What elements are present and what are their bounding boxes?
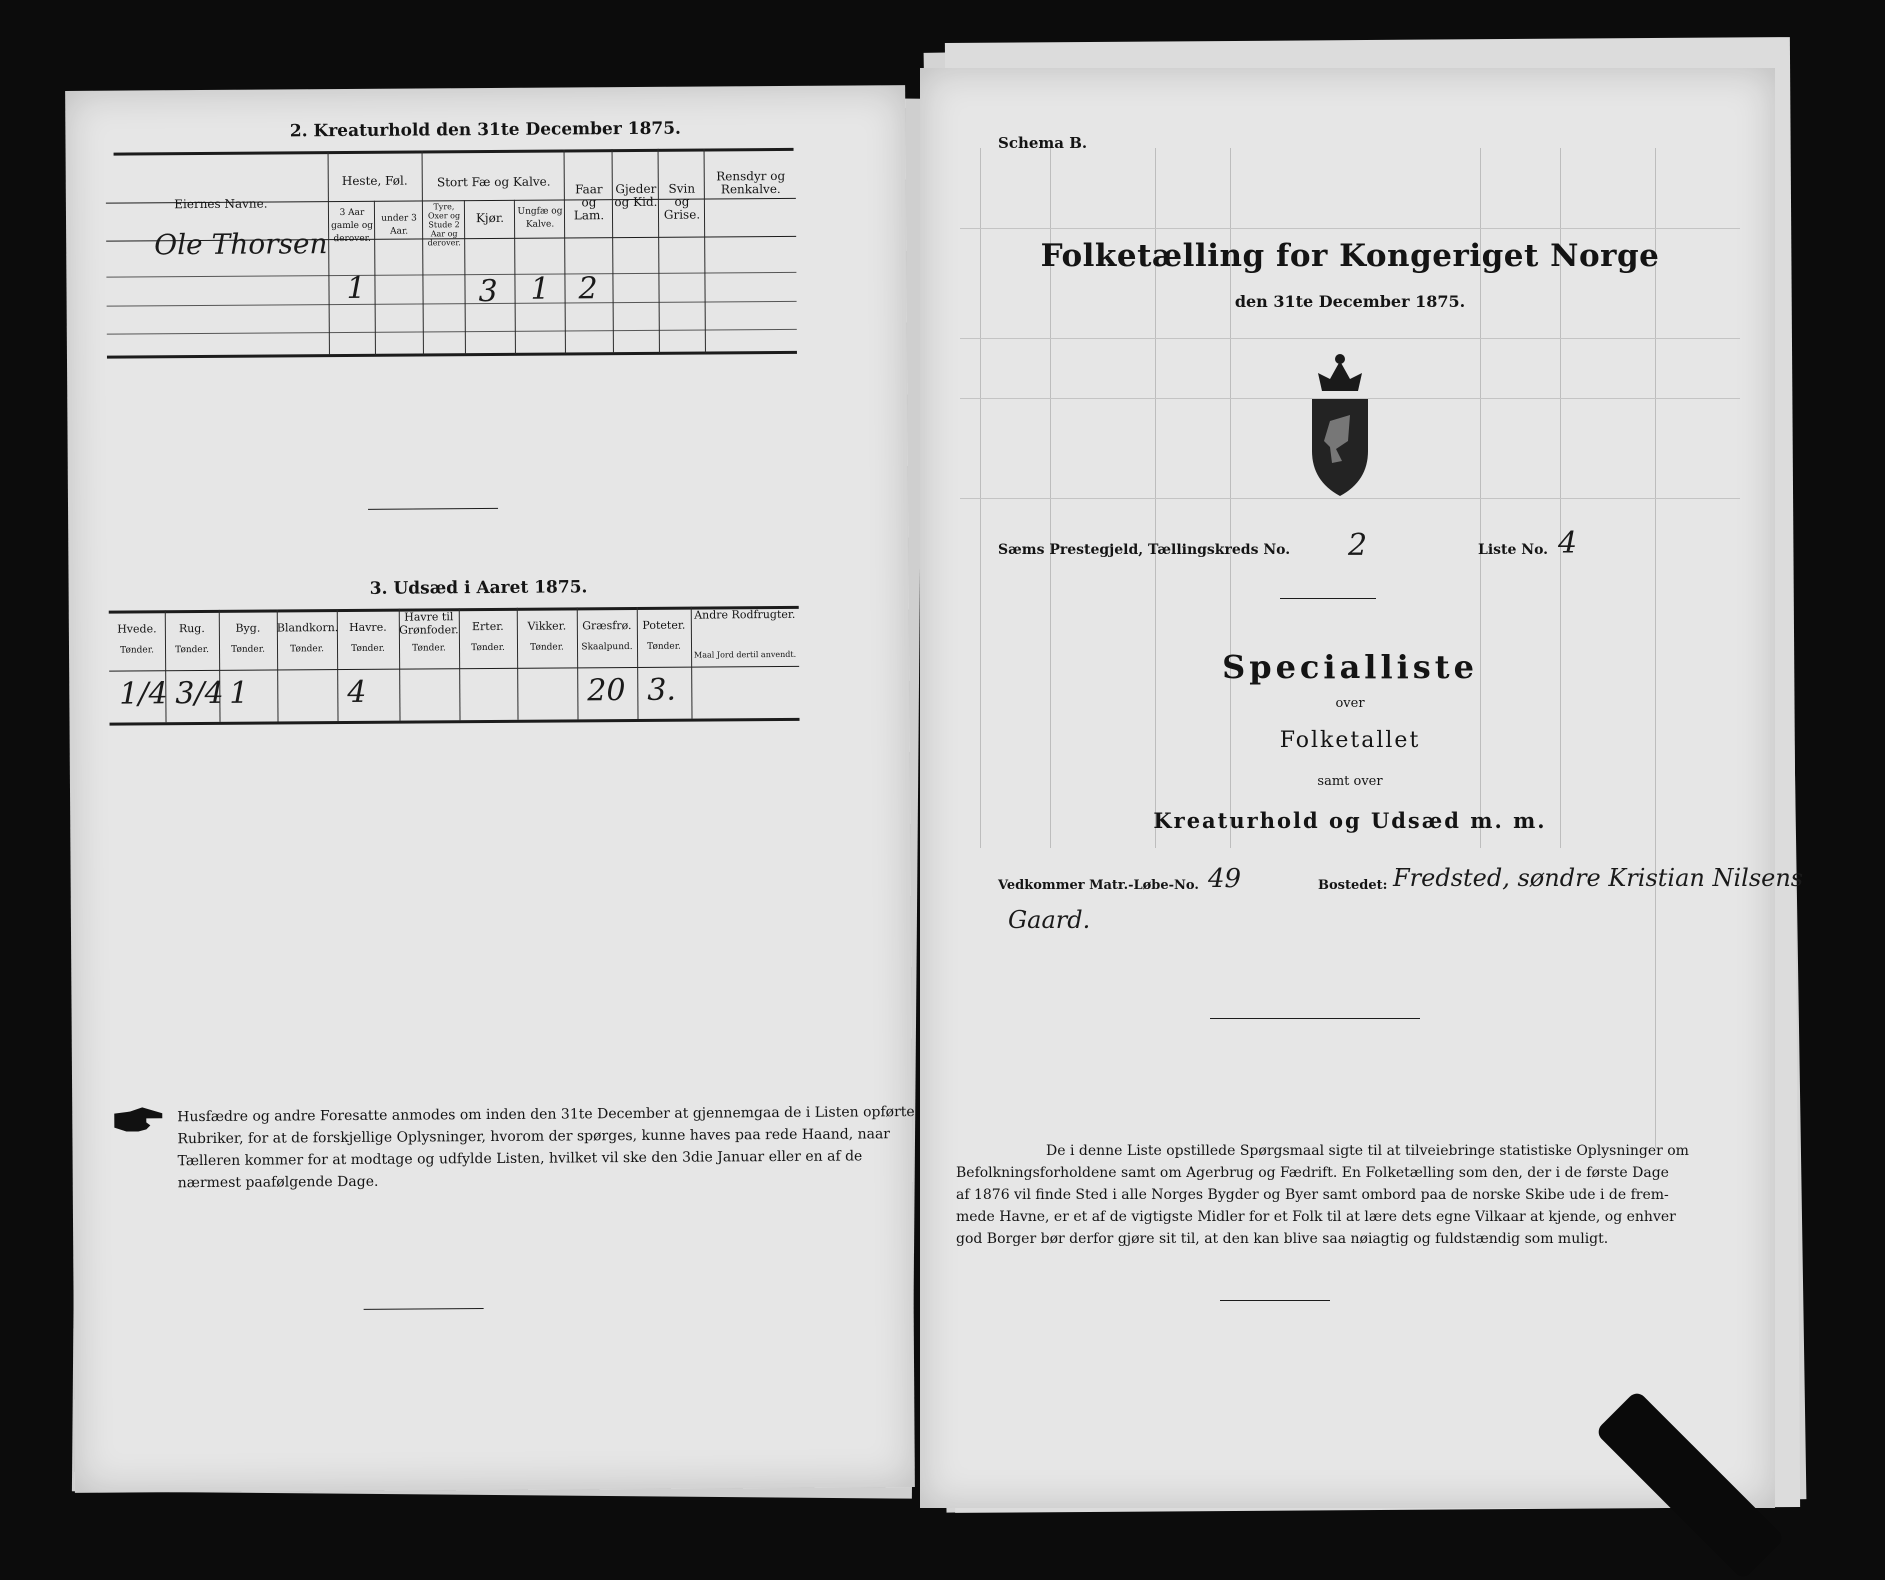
- kreaturhold-heading: Kreaturhold og Udsæd m. m.: [1050, 808, 1650, 833]
- info-line: mede Havne, er et af de vigtigste Midler for et Folk til at lære dets egne Vilkaar at kjende, og enhver: [956, 1206, 1756, 1228]
- seed-header: Havre til Grønfoder.: [399, 610, 459, 636]
- bosted-value-cont: Gaard.: [1008, 906, 1090, 934]
- seed-header: Erter.: [459, 620, 517, 633]
- folketallet-heading: Folketallet: [1150, 728, 1550, 753]
- divider: [368, 508, 498, 510]
- seed-values: [65, 85, 905, 91]
- section3-title: 3. Udsæd i Aaret 1875.: [289, 577, 669, 600]
- schema-label: Schema B.: [998, 134, 1087, 152]
- horses-3plus-value: 1: [346, 271, 365, 306]
- young-cattle-value: 1: [530, 272, 549, 307]
- seed-unit: Skaalpund.: [577, 643, 637, 652]
- divider: [1280, 598, 1376, 599]
- seed-value: 3/4: [175, 676, 217, 711]
- seed-unit: Tønder.: [277, 645, 337, 654]
- row-rule: [106, 272, 796, 278]
- cows-value: 3: [478, 274, 497, 309]
- seed-header: Vikker.: [517, 619, 577, 632]
- pointing-hand-icon: [112, 1105, 164, 1135]
- seed-header: Rug.: [165, 622, 219, 635]
- seed-value: 3.: [647, 673, 689, 708]
- table-bottom-rule: [110, 718, 800, 726]
- seed-unit: Tønder.: [399, 644, 459, 653]
- bulls-header: Tyre, Oxer og Stude 2 Aar og derover.: [424, 202, 464, 247]
- notice-line: Rubriker, for at de forskjellige Oplysninger, hvorom der spørges, kunne haves paa rede Haand, naar: [177, 1124, 837, 1151]
- matr-number: 49: [1208, 864, 1241, 894]
- divider: [1210, 1018, 1420, 1019]
- ghost-line: [960, 228, 1740, 229]
- info-paragraph: [956, 1140, 1756, 1250]
- seed-header: Havre.: [337, 621, 399, 634]
- info-line: De i denne Liste opstillede Spørgsmaal sigte til at tilveiebringe statistiske Oplysninger om: [956, 1140, 1756, 1162]
- row-rule: [107, 329, 797, 335]
- seed-header: Græsfrø.: [577, 619, 637, 632]
- seed-value: 1: [229, 675, 275, 710]
- seed-value: 20: [587, 673, 635, 708]
- reindeer-header: Rensdyr og Renkalve.: [706, 170, 796, 197]
- cattle-header: Stort Fæ og Kalve.: [424, 175, 564, 189]
- notice-line: nærmest paafølgende Dage.: [178, 1168, 838, 1195]
- seed-unit: Tønder.: [459, 644, 517, 653]
- horses-under3-header: under 3 Aar.: [376, 212, 422, 238]
- seed-table: [65, 85, 905, 91]
- livestock-table: [65, 85, 905, 91]
- document-title: Folketælling for Kongeriget Norge: [1000, 238, 1700, 274]
- col-rule: [612, 149, 614, 353]
- seed-value: 4: [347, 675, 397, 710]
- info-line: af 1876 vil finde Sted i alle Norges Bygder og Byer samt ombord paa de norske Skibe ude i de frem-: [956, 1184, 1756, 1206]
- ghost-line: [960, 338, 1740, 339]
- seed-unit: Tønder.: [637, 643, 691, 652]
- goats-header: Gjeder og Kid.: [614, 183, 658, 209]
- info-line: god Borger bør derfor gjøre sit til, at den kan blive saa nøiagtig og fuldstændig som muligt.: [956, 1228, 1756, 1250]
- over-text: over: [1250, 696, 1450, 711]
- pigs-header: Svin og Grise.: [660, 182, 704, 221]
- horses-header: Heste, Føl.: [330, 174, 420, 188]
- left-page: [65, 85, 915, 1493]
- seed-unit: Tønder.: [109, 646, 165, 655]
- ghost-line: [1655, 148, 1656, 1148]
- property-line: [998, 868, 1768, 948]
- cows-header: Kjør.: [466, 212, 514, 225]
- sheep-value: 2: [578, 271, 597, 306]
- parish-label: Sæms Prestegjeld, Tællingskreds No.: [998, 542, 1290, 558]
- seed-unit: Tønder.: [165, 646, 219, 655]
- document-subtitle: den 31te December 1875.: [1170, 292, 1530, 311]
- samt-over-text: samt over: [1250, 774, 1450, 789]
- owner-name: Ole Thorsen: [154, 227, 328, 261]
- liste-label: Liste No.: [1478, 542, 1548, 558]
- seed-header: Andre Rodfrugter.: [691, 608, 799, 622]
- section2-title: 2. Kreaturhold den 31te December 1875.: [265, 118, 705, 141]
- row-rule: [107, 301, 797, 307]
- seed-unit: Maal Jord dertil anvendt.: [691, 650, 799, 660]
- specialliste-heading: Specialliste: [1070, 648, 1630, 686]
- seed-header: Poteter.: [637, 619, 691, 632]
- notice-line: Husfædre og andre Foresatte anmodes om inden den 31te December at gjennemgaa de i Listen opførte: [177, 1102, 837, 1129]
- header-rule: [109, 666, 799, 672]
- table-bottom-rule: [107, 351, 797, 359]
- seed-header: Hvede.: [109, 622, 165, 635]
- sheep-header: Faar og Lam.: [566, 183, 612, 222]
- col-rule: [564, 149, 566, 353]
- owner-header: Eiernes Navne.: [126, 197, 316, 211]
- kreds-number: 2: [1348, 528, 1367, 563]
- right-page: [920, 68, 1775, 1508]
- seed-header: Blandkorn.: [277, 621, 337, 634]
- seed-unit: Tønder.: [337, 645, 399, 654]
- coat-of-arms-icon: [1290, 351, 1390, 501]
- matr-label: Vedkommer Matr.-Løbe-No.: [998, 878, 1199, 893]
- seed-value: 1/4: [119, 676, 163, 711]
- seed-unit: Tønder.: [517, 643, 577, 652]
- household-notice: [177, 1102, 838, 1195]
- col-rule: [658, 149, 660, 353]
- seed-header: Byg.: [219, 621, 277, 634]
- divider: [364, 1308, 484, 1310]
- young-cattle-header: Ungfæ og Kalve.: [516, 205, 564, 231]
- bosted-label: Bostedet:: [1318, 878, 1387, 893]
- liste-number: 4: [1558, 526, 1577, 561]
- bosted-value: Fredsted, søndre Kristian Nilsens: [1393, 864, 1803, 892]
- rule: [114, 148, 794, 156]
- parish-line: [998, 534, 1758, 574]
- divider: [1220, 1300, 1330, 1301]
- col-rule: [691, 607, 693, 719]
- seed-unit: Tønder.: [219, 645, 277, 654]
- seed-headers: [65, 85, 905, 91]
- horses-3plus-header: 3 Aar gamle og derover.: [330, 207, 374, 246]
- notice-line: Tælleren kommer for at modtage og udfylde Listen, hvilket vil ske den 3die Januar eller en af de: [178, 1146, 838, 1173]
- info-line: Befolkningsforholdene samt om Agerbrug og Fædrift. En Folketælling som den, der i de første Dage: [956, 1162, 1756, 1184]
- seed-value: [701, 672, 797, 673]
